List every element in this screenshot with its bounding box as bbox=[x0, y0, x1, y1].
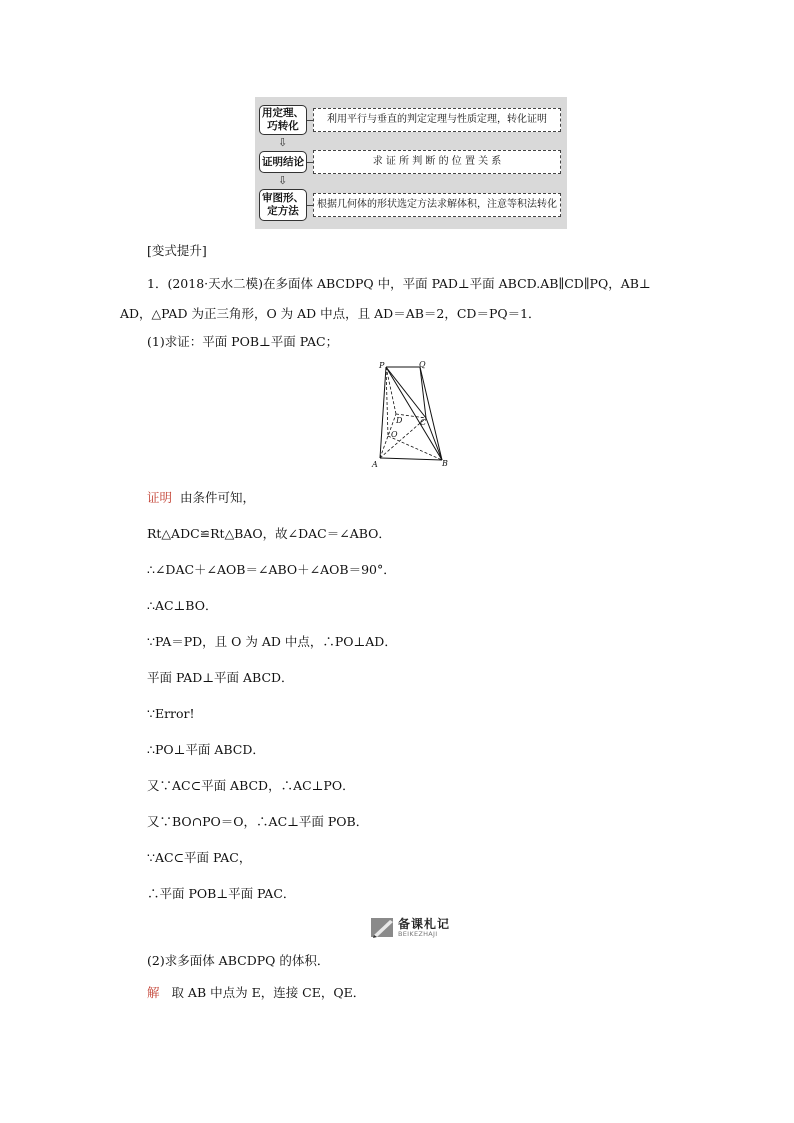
proof-line-11: ∴平面 POB⊥平面 PAC． bbox=[147, 886, 296, 901]
section-title: [变式提升] bbox=[147, 243, 207, 258]
problem-line-1: 1．(2018·天水二模)在多面体 ABCDPQ 中，平面 PAD⊥平面 ABCD.AB∥CD∥PQ，AB⊥ bbox=[147, 276, 651, 291]
step-desc-1: 利用平行与垂直的判定定理与性质定理，转化证明 bbox=[313, 108, 561, 132]
label-a: A bbox=[372, 460, 378, 469]
label-c: C bbox=[420, 418, 427, 427]
proof-line-8: 又∵AC⊂平面 ABCD，∴AC⊥PO． bbox=[147, 778, 355, 793]
label-q: Q bbox=[419, 360, 426, 369]
problem-part-1: (1)求证：平面 POB⊥平面 PAC； bbox=[147, 334, 339, 349]
label-o: O bbox=[391, 430, 398, 439]
solution-line bbox=[147, 985, 365, 1001]
problem-part-2: (2)求多面体 ABCDPQ 的体积． bbox=[147, 953, 330, 968]
proof-line-3: ∴AC⊥BO． bbox=[147, 598, 218, 613]
stamp-title: 备课札记 bbox=[398, 917, 451, 931]
step-desc-2: 求 证 所 判 断 的 位 置 关 系 bbox=[313, 150, 561, 174]
proof-heading: 证明 bbox=[147, 490, 173, 505]
proof-line-4: ∵PA＝PD，且 O 为 AD 中点，∴PO⊥AD． bbox=[147, 634, 397, 649]
step-box-2: 证明结论 bbox=[259, 151, 307, 173]
polyhedron-figure bbox=[368, 358, 458, 470]
proof-intro: 由条件可知， bbox=[179, 490, 255, 505]
down-arrow-icon: ⇩ bbox=[278, 136, 288, 149]
method-flowchart bbox=[255, 97, 567, 229]
proof-heading-line bbox=[147, 490, 255, 506]
proof-line-1: Rt△ADC≌Rt△BAO，故∠DAC＝∠ABO． bbox=[147, 526, 391, 541]
step-box-3: 审图形、 定方法 bbox=[259, 189, 307, 221]
stamp-subtitle: BEIKEZHAJI bbox=[398, 930, 438, 938]
step-box-1: 用定理、 巧转化 bbox=[259, 105, 307, 135]
proof-line-6: ∵Error! bbox=[147, 706, 195, 721]
down-arrow-icon: ⇩ bbox=[278, 174, 288, 187]
pen-notebook-icon bbox=[370, 915, 396, 939]
step-desc-3: 根据几何体的形状选定方法求解体积，注意等积法转化 bbox=[313, 193, 561, 217]
proof-line-2: ∴∠DAC＋∠AOB＝∠ABO＋∠AOB＝90°． bbox=[147, 562, 396, 577]
proof-line-7: ∴PO⊥平面 ABCD． bbox=[147, 742, 265, 757]
label-p: P bbox=[379, 361, 385, 370]
notes-stamp bbox=[370, 915, 450, 939]
label-b: B bbox=[442, 459, 448, 468]
proof-line-5: 平面 PAD⊥平面 ABCD． bbox=[147, 670, 294, 685]
label-d: D bbox=[396, 416, 403, 425]
proof-line-10: ∵AC⊂平面 PAC， bbox=[147, 850, 252, 865]
proof-line-9: 又∵BO∩PO＝O，∴AC⊥平面 POB． bbox=[147, 814, 369, 829]
problem-line-2: AD，△PAD 为正三角形，O 为 AD 中点，且 AD＝AB＝2，CD＝PQ＝1． bbox=[120, 306, 541, 321]
solution-heading: 解 bbox=[147, 985, 160, 1000]
solution-text: 取 AB 中点为 E，连接 CE，QE． bbox=[171, 985, 366, 1000]
